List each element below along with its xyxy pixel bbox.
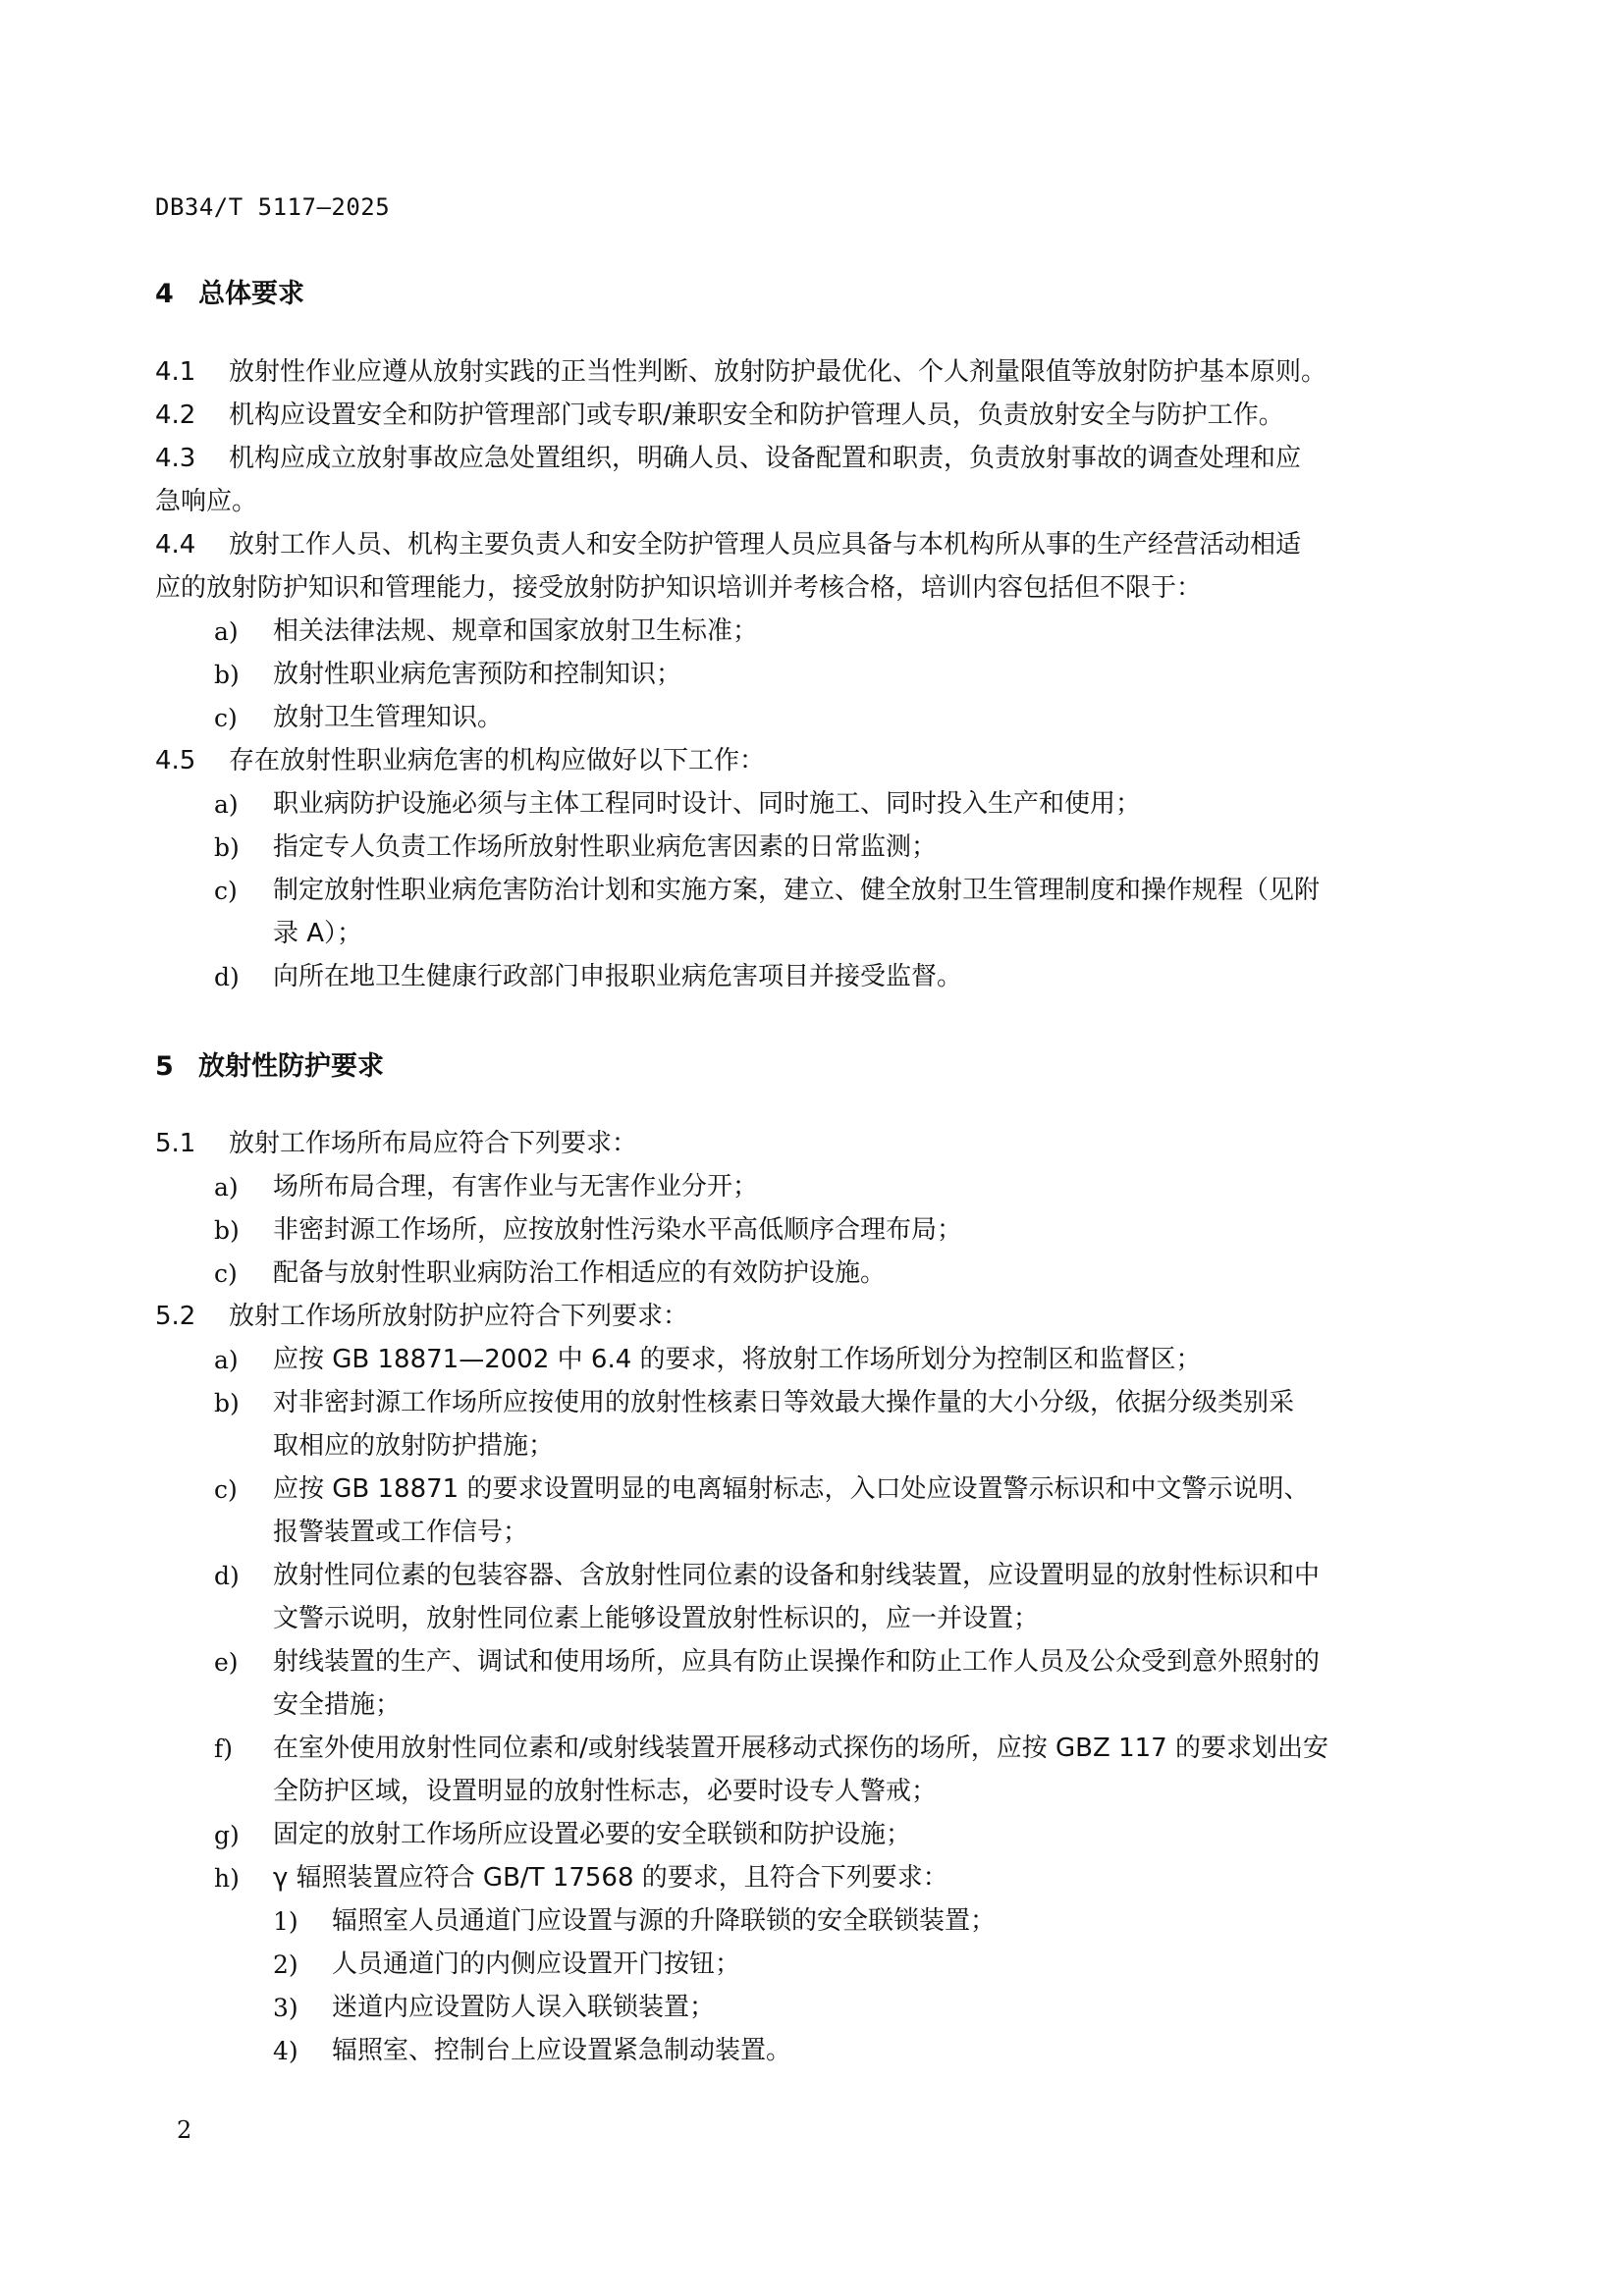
list-item-text: 职业病防护设施必须与主体工程同时设计、同时施工、同时投入生产和使用；	[273, 789, 1142, 819]
clause-text-continued: 应的放射防护知识和管理能力，接受放射防护知识培训并考核合格，培训内容包括但不限于：	[155, 573, 1203, 603]
list-item-label: a)	[214, 1346, 239, 1374]
list-item-text: 应按 GB 18871—2002 中 6.4 的要求，将放射工作场所划分为控制区和监督区；	[273, 1345, 1202, 1374]
clause-number: 4.1	[155, 357, 196, 387]
sub-list-item-text: 辐照室、控制台上应设置紧急制动装置。	[332, 2036, 792, 2065]
clause-number: 4.3	[155, 444, 196, 473]
list-item-label: a)	[214, 790, 239, 819]
clause-text: 机构应成立放射事故应急处置组织，明确人员、设备配置和职责，负责放射事故的调查处理和应	[229, 444, 1302, 473]
clause-text: 放射工作人员、机构主要负责人和安全防护管理人员应具备与本机构所从事的生产经营活动相适	[229, 530, 1302, 560]
list-item-label: b)	[214, 833, 240, 862]
list-item-label: d)	[214, 1562, 240, 1590]
list-item-label: e)	[214, 1648, 239, 1677]
list-item-text-continued: 安全措施；	[273, 1690, 402, 1720]
list-item-label: c)	[214, 1259, 238, 1288]
list-item-text: 指定专人负责工作场所放射性职业病危害因素的日常监测；	[273, 832, 938, 862]
section-number: 4	[155, 279, 174, 309]
document-code-header: DB34/T 5117—2025	[155, 193, 391, 221]
list-item-text-continued: 文警示说明，放射性同位素上能够设置放射性标识的，应一并设置；	[273, 1604, 1040, 1633]
list-item-text: 配备与放射性职业病防治工作相适应的有效防护设施。	[273, 1258, 887, 1288]
list-item-label: a)	[214, 1173, 239, 1201]
list-item-text-continued: 报警装置或工作信号；	[273, 1518, 529, 1547]
list-item-text: 相关法律法规、规章和国家放射卫生标准；	[273, 616, 759, 646]
list-item-text: 放射性同位素的包装容器、含放射性同位素的设备和射线装置，应设置明显的放射性标识和中	[273, 1561, 1321, 1590]
list-item-text: 射线装置的生产、调试和使用场所，应具有防止误操作和防止工作人员及公众受到意外照射的	[273, 1647, 1321, 1677]
list-item-label: g)	[214, 1821, 240, 1849]
section-title: 放射性防护要求	[198, 1051, 384, 1082]
sub-list-item-label: 4)	[273, 2037, 298, 2065]
sub-list-item-label: 2)	[273, 1950, 298, 1979]
list-item-text: 放射卫生管理知识。	[273, 703, 504, 732]
list-item-text: 在室外使用放射性同位素和/或射线装置开展移动式探伤的场所，应按 GBZ 117 的要求划出安	[273, 1734, 1328, 1763]
list-item-label: d)	[214, 963, 240, 991]
clause-text: 存在放射性职业病危害的机构应做好以下工作：	[229, 746, 766, 775]
clause-number: 4.5	[155, 746, 196, 775]
clause-number: 5.1	[155, 1129, 196, 1158]
clause-number: 5.2	[155, 1302, 196, 1331]
list-item-label: c)	[214, 704, 238, 732]
sub-list-item-text: 迷道内应设置防人误入联锁装置；	[332, 1993, 716, 2022]
clause-text: 放射性作业应遵从放射实践的正当性判断、放射防护最优化、个人剂量限值等放射防护基本原则。	[229, 357, 1327, 387]
list-item-text: 向所在地卫生健康行政部门申报职业病危害项目并接受监督。	[273, 962, 963, 991]
list-item-text: 固定的放射工作场所应设置必要的安全联锁和防护设施；	[273, 1820, 912, 1849]
list-item-label: a)	[214, 617, 239, 646]
clause-number: 4.4	[155, 530, 196, 560]
clause-text-continued: 急响应。	[155, 487, 258, 516]
clause-text: 放射工作场所布局应符合下列要求：	[229, 1129, 638, 1158]
sub-list-item-text: 人员通道门的内侧应设置开门按钮；	[332, 1949, 741, 1979]
page-number: 2	[177, 2116, 192, 2144]
list-item-label: c)	[214, 877, 238, 905]
list-item-text: 应按 GB 18871 的要求设置明显的电离辐射标志，入口处应设置警示标识和中文警示说明、	[273, 1474, 1310, 1504]
list-item-label: h)	[214, 1864, 240, 1893]
section-number: 5	[155, 1051, 174, 1082]
list-item-text: 对非密封源工作场所应按使用的放射性核素日等效最大操作量的大小分级，依据分级类别采	[273, 1388, 1295, 1417]
section-4-heading	[155, 272, 304, 310]
list-item-text: 场所布局合理，有害作业与无害作业分开；	[273, 1172, 759, 1201]
list-item-text-continued: 录 A）；	[273, 919, 363, 948]
sub-list-item-text: 辐照室人员通道门应设置与源的升降联锁的安全联锁装置；	[332, 1906, 997, 1936]
clause-number: 4.2	[155, 400, 196, 430]
list-item-text: γ 辐照装置应符合 GB/T 17568 的要求，且符合下列要求：	[273, 1863, 948, 1893]
list-item-text-continued: 全防护区域，设置明显的放射性标志，必要时设专人警戒；	[273, 1777, 938, 1806]
clause-text: 放射工作场所放射防护应符合下列要求：	[229, 1302, 689, 1331]
list-item-label: b)	[214, 1216, 240, 1245]
list-item-label: b)	[214, 1389, 240, 1417]
list-item-label: f)	[214, 1735, 234, 1763]
section-title: 总体要求	[198, 279, 304, 309]
clause-text: 机构应设置安全和防护管理部门或专职/兼职安全和防护管理人员，负责放射安全与防护工作。	[229, 400, 1284, 430]
list-item-text: 非密封源工作场所，应按放射性污染水平高低顺序合理布局；	[273, 1215, 963, 1245]
list-item-label: c)	[214, 1475, 238, 1504]
sub-list-item-label: 3)	[273, 1994, 298, 2022]
list-item-label: b)	[214, 661, 240, 689]
section-5-heading	[155, 1044, 384, 1083]
list-item-text: 放射性职业病危害预防和控制知识；	[273, 660, 682, 689]
list-item-text-continued: 取相应的放射防护措施；	[273, 1431, 555, 1461]
list-item-text: 制定放射性职业病危害防治计划和实施方案，建立、健全放射卫生管理制度和操作规程（见附	[273, 876, 1321, 905]
sub-list-item-label: 1)	[273, 1907, 298, 1936]
